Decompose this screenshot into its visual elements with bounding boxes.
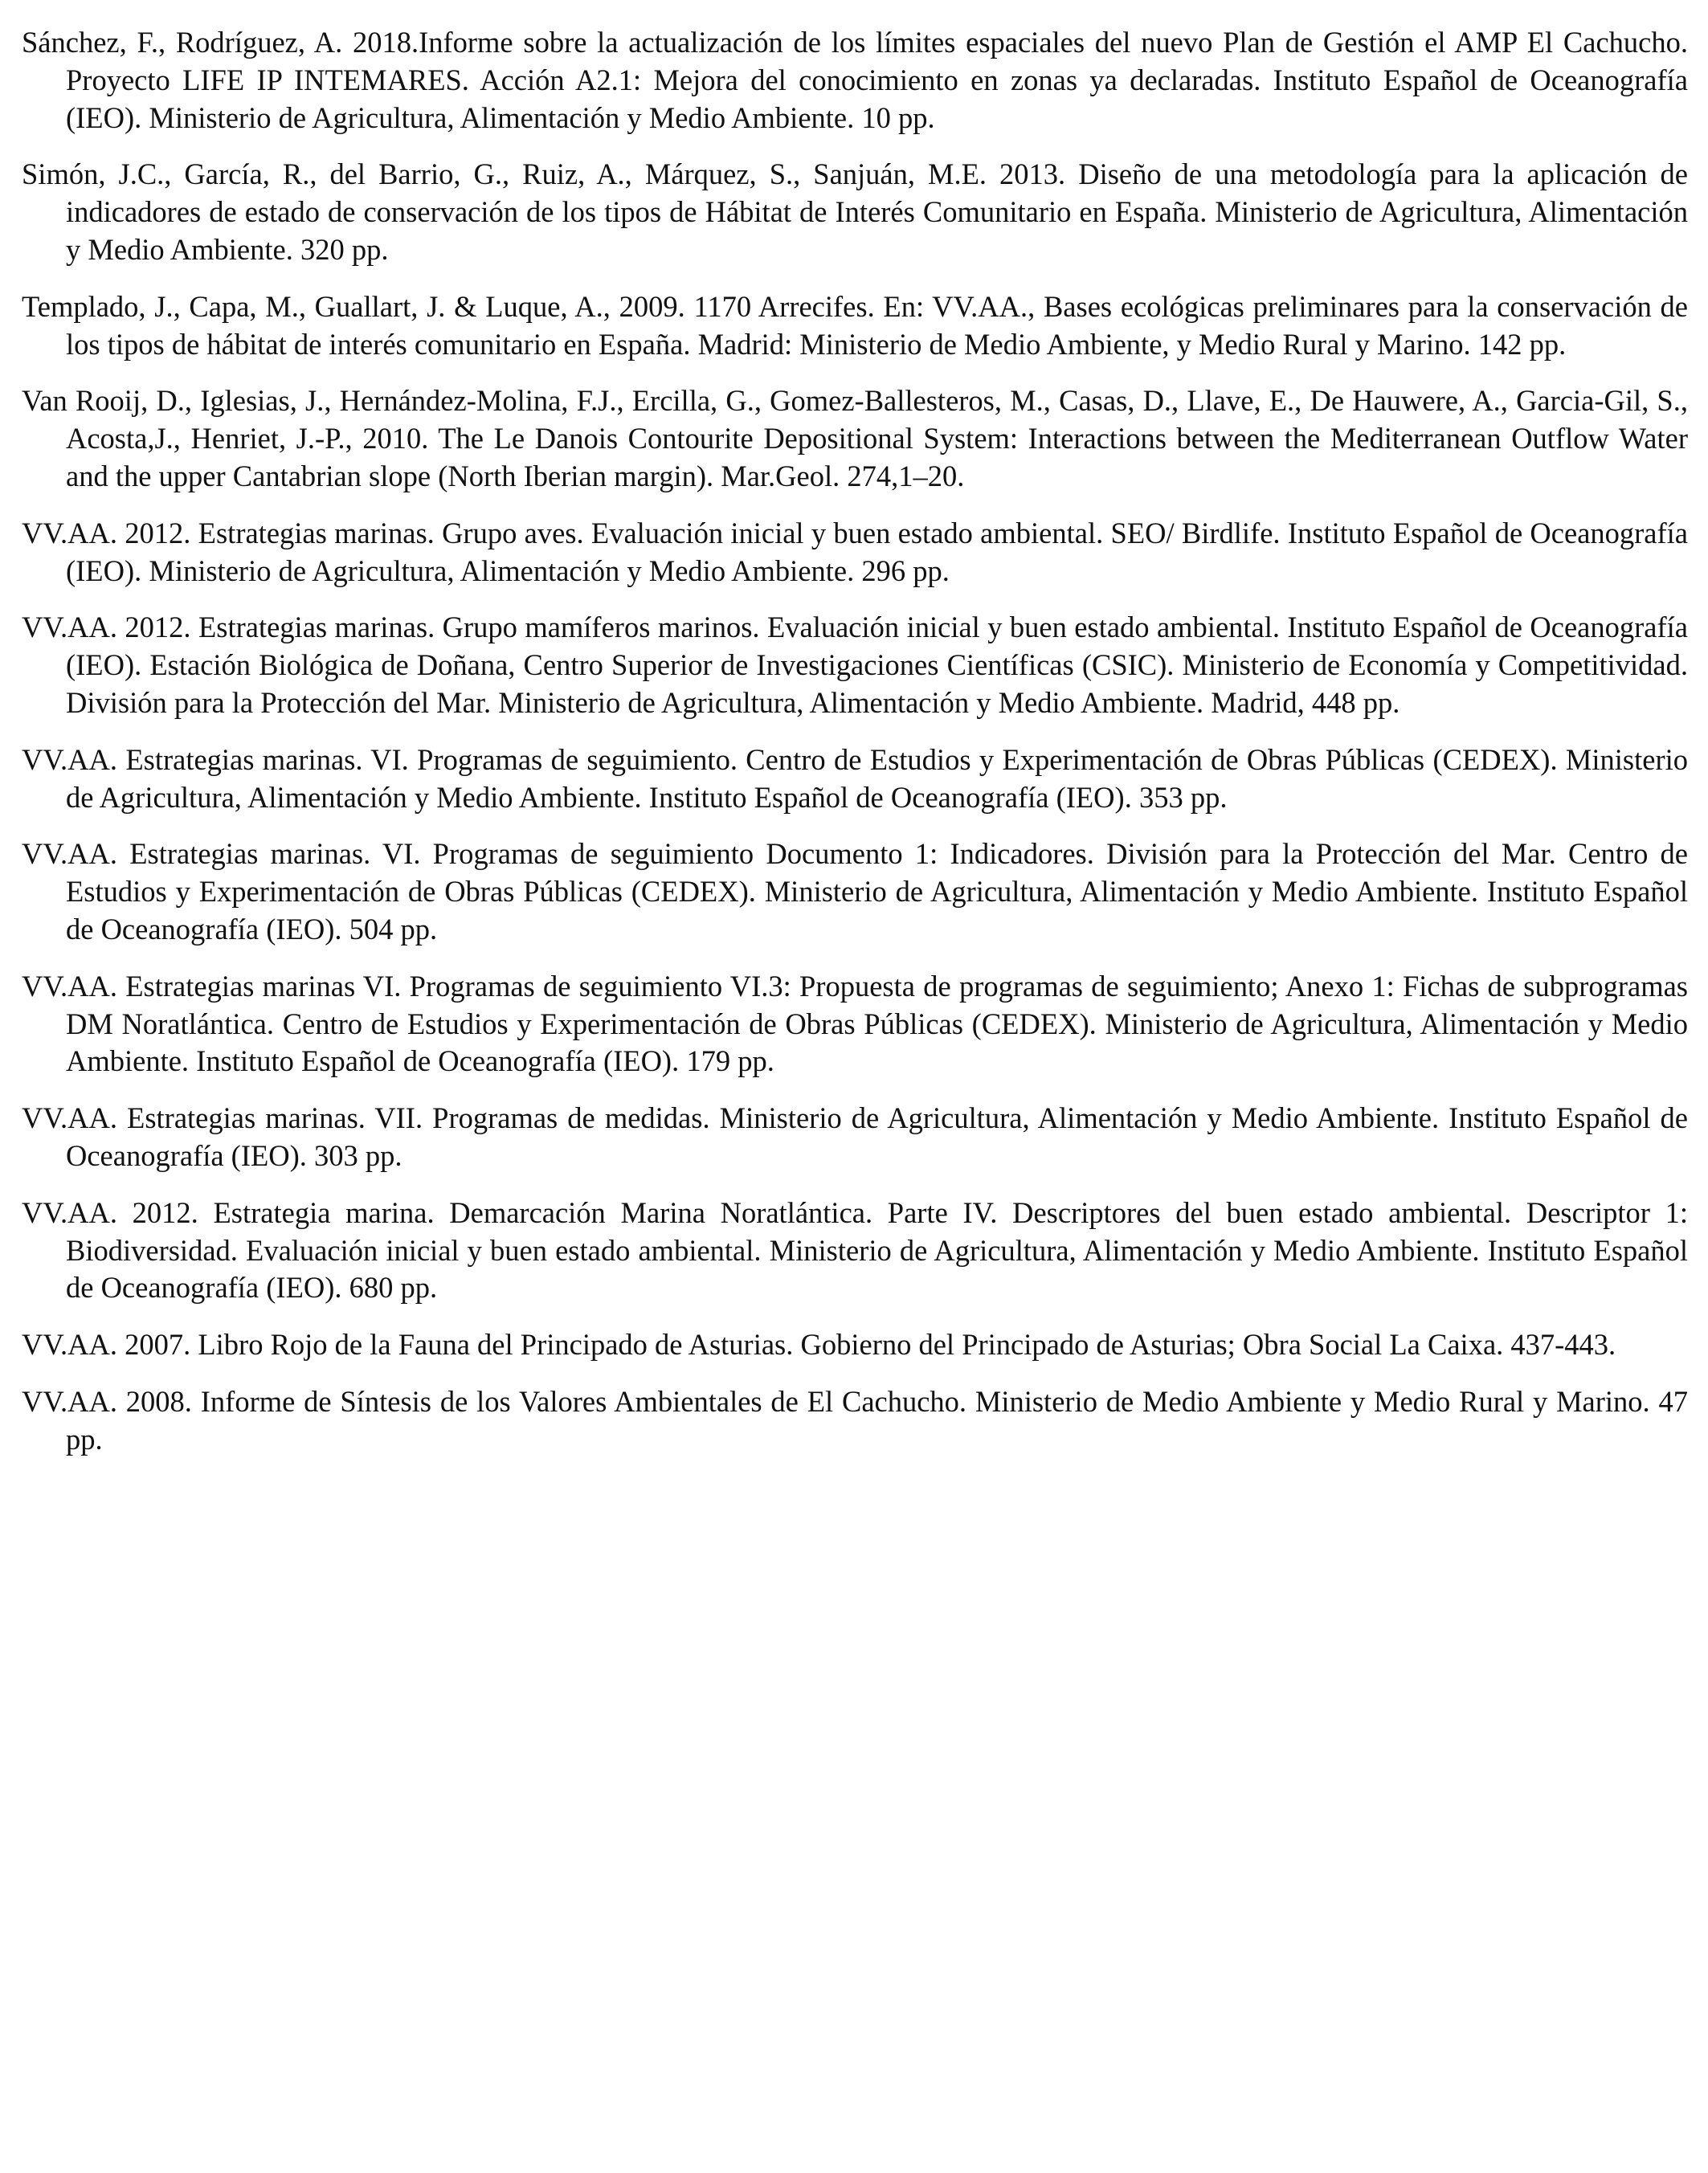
reference-simon-2013: Simón, J.C., García, R., del Barrio, G., Ruiz, A., Márquez, S., Sanjuán, M.E. 2013. Diseño de una metodología para la aplicación de indicadores de estado de conservación de los tipos de Hábitat de Interés Comunitario en España. Ministerio de Agricultura, Alimentación y Medio Ambiente. 320 pp. <box>22 157 1688 266</box>
reference-sanchez-2018: Sánchez, F., Rodríguez, A. 2018.Informe sobre la actualización de los límites espaciales del nuevo Plan de Gestión el AMP El Cachucho. Proyecto LIFE IP INTEMARES. Acción A2.1: Mejora del conocimiento en zonas ya declaradas. Instituto Español de Oceanografía (IEO). Ministerio de Agricultura, Alimentación y Medio Ambiente. 10 pp. <box>22 26 1688 134</box>
reference-vvaa-programas-seguimiento: VV.AA. Estrategias marinas. VI. Programas de seguimiento. Centro de Estudios y Experimentación de Obras Públicas (CEDEX). Ministerio de Agricultura, Alimentación y Medio Ambiente. Instituto Español de Oceanografía (IEO). 353 pp. <box>22 742 1688 814</box>
reference-templado-2009: Templado, J., Capa, M., Guallart, J. & Luque, A., 2009. 1170 Arrecifes. En: VV.AA., Bases ecológicas preliminares para la conservación de los tipos de hábitat de interés comunitario en España. Madrid: Ministerio de Medio Ambiente, y Medio Rural y Marino. 142 pp. <box>22 289 1688 361</box>
reference-vvaa-programas-medidas: VV.AA. Estrategias marinas. VII. Programas de medidas. Ministerio de Agricultura, Alimentación y Medio Ambiente. Instituto Español de Oceanografía (IEO). 303 pp. <box>22 1101 1688 1172</box>
reference-vvaa-indicadores: VV.AA. Estrategias marinas. VI. Programas de seguimiento Documento 1: Indicadores. División para la Protección del Mar. Centro de Estudios y Experimentación de Obras Públicas (CEDEX). Ministerio de Agricultura, Alimentación y Medio Ambiente. Instituto Español de Oceanografía (IEO). 504 pp. <box>22 837 1688 946</box>
reference-vvaa-2007-libro-rojo: VV.AA. 2007. Libro Rojo de la Fauna del Principado de Asturias. Gobierno del Principado de Asturias; Obra Social La Caixa. 437-443. <box>22 1328 1616 1362</box>
reference-vvaa-2012-noratlantica: VV.AA. 2012. Estrategia marina. Demarcación Marina Noratlántica. Parte IV. Descriptores del buen estado ambiental. Descriptor 1: Biodiversidad. Evaluación inicial y buen estado ambiental. Ministerio de Agricultura, Alimentación y Medio Ambiente. Instituto Español de Oceanografía (IEO). 680 pp. <box>22 1195 1688 1305</box>
reference-vvaa-2012-mamiferos: VV.AA. 2012. Estrategias marinas. Grupo mamíferos marinos. Evaluación inicial y buen estado ambiental. Instituto Español de Oceanografía (IEO). Estación Biológica de Doñana, Centro Superior de Investigaciones Científicas (CSIC). Ministerio de Economía y Competitividad. División para la Protección del Mar. Ministerio de Agricultura, Alimentación y Medio Ambiente. Madrid, 448 pp. <box>22 611 1688 719</box>
reference-van-rooij-2010: Van Rooij, D., Iglesias, J., Hernández-Molina, F.J., Ercilla, G., Gomez-Ballesteros, M., Casas, D., Llave, E., De Hauwere, A., Garcia-Gil, S., Acosta,J., Henriet, J.-P., 2010. The Le Danois Contourite Depositional System: Interactions between the Mediterranean Outflow Water and the upper Cantabrian slope (North Iberian margin). Mar.Geol. 274,1–20. <box>22 384 1688 492</box>
reference-list <box>22 24 1688 1478</box>
reference-vvaa-fichas-subprogramas: VV.AA. Estrategias marinas VI. Programas de seguimiento VI.3: Propuesta de programas de seguimiento; Anexo 1: Fichas de subprogramas DM Noratlántica. Centro de Estudios y Experimentación de Obras Públicas (CEDEX). Ministerio de Agricultura, Alimentación y Medio Ambiente. Instituto Español de Oceanografía (IEO). 179 pp. <box>22 969 1688 1078</box>
reference-vvaa-2012-aves: VV.AA. 2012. Estrategias marinas. Grupo aves. Evaluación inicial y buen estado ambiental. SEO/ Birdlife. Instituto Español de Oceanografía (IEO). Ministerio de Agricultura, Alimentación y Medio Ambiente. 296 pp. <box>22 516 1688 587</box>
reference-vvaa-2008-cachucho: VV.AA. 2008. Informe de Síntesis de los Valores Ambientales de El Cachucho. Ministerio de Medio Ambiente y Medio Rural y Marino. 47 pp. <box>22 1384 1688 1456</box>
